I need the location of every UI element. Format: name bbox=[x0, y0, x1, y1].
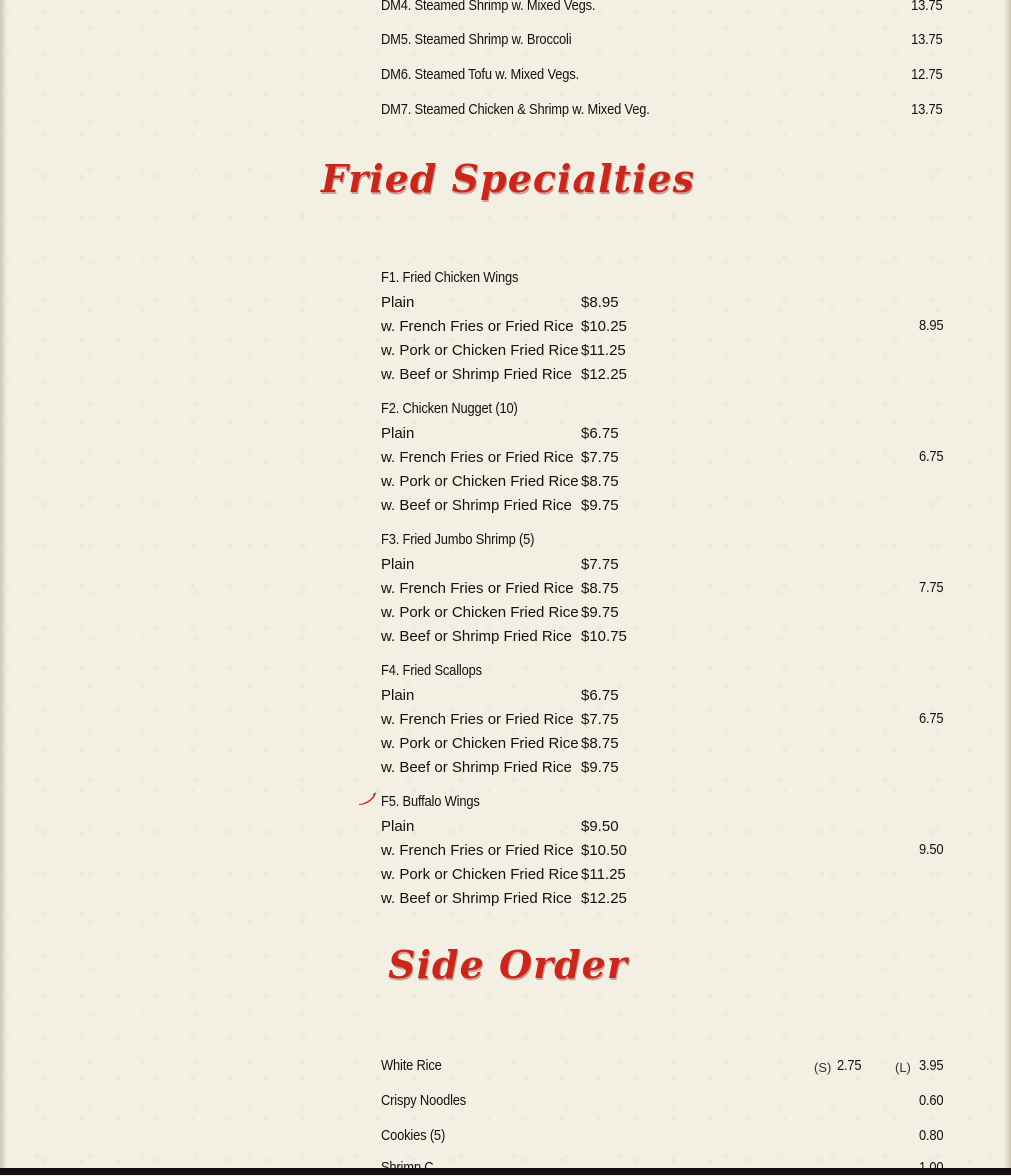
menu-item-price: 13.75 bbox=[911, 31, 943, 48]
option-label: w. French Fries or Fried Rice bbox=[381, 580, 574, 597]
bottom-bar bbox=[0, 1168, 1011, 1175]
option-price: $12.25 bbox=[581, 890, 627, 907]
menu-item-price: 0.60 bbox=[918, 1092, 943, 1109]
menu-item-name: DM4. Steamed Shrimp w. Mixed Vegs. bbox=[381, 0, 596, 14]
option-price: $7.75 bbox=[581, 711, 619, 728]
option-price: $9.50 bbox=[581, 818, 619, 835]
size-tag-small: (S) bbox=[814, 1060, 832, 1075]
option-label: Plain bbox=[381, 687, 415, 704]
option-label: w. French Fries or Fried Rice bbox=[381, 318, 574, 335]
option-label: w. Pork or Chicken Fried Rice bbox=[381, 473, 579, 490]
option-label: w. Beef or Shrimp Fried Rice bbox=[381, 628, 572, 645]
option-label: w. Pork or Chicken Fried Rice bbox=[381, 866, 579, 883]
menu-item-name: DM6. Steamed Tofu w. Mixed Vegs. bbox=[381, 66, 579, 83]
option-label: w. French Fries or Fried Rice bbox=[381, 449, 574, 466]
size-tag-large: (L) bbox=[895, 1060, 911, 1075]
option-label: Plain bbox=[381, 556, 415, 573]
menu-item-price: 3.95 bbox=[918, 1057, 943, 1074]
option-label: w. Pork or Chicken Fried Rice bbox=[381, 342, 579, 359]
menu-item-price: 6.75 bbox=[918, 448, 943, 465]
section-title-side: Side Order bbox=[388, 942, 628, 987]
option-price: $9.75 bbox=[581, 497, 619, 514]
option-label: Plain bbox=[381, 818, 415, 835]
option-price: $10.25 bbox=[581, 318, 627, 335]
option-price: $11.25 bbox=[581, 866, 626, 883]
option-price: $8.95 bbox=[581, 294, 619, 311]
menu-item-name: DM7. Steamed Chicken & Shrimp w. Mixed Veg. bbox=[381, 101, 650, 118]
option-price: $10.50 bbox=[581, 842, 627, 859]
option-label: w. Pork or Chicken Fried Rice bbox=[381, 735, 579, 752]
option-label: w. Pork or Chicken Fried Rice bbox=[381, 604, 579, 621]
menu-item-price: 7.75 bbox=[918, 579, 943, 596]
menu-item-name: Cookies (5) bbox=[381, 1127, 446, 1144]
menu-item-name: White Rice bbox=[381, 1057, 442, 1074]
page-edge-right bbox=[1005, 0, 1011, 1175]
option-label: w. French Fries or Fried Rice bbox=[381, 842, 574, 859]
menu-item-name: F5. Buffalo Wings bbox=[381, 793, 480, 810]
option-price: $8.75 bbox=[581, 473, 619, 490]
option-label: w. Beef or Shrimp Fried Rice bbox=[381, 759, 572, 776]
option-label: w. French Fries or Fried Rice bbox=[381, 711, 574, 728]
menu-item-name: Crispy Noodles bbox=[381, 1092, 467, 1109]
menu-item-price: 0.80 bbox=[918, 1127, 943, 1144]
menu-item-price-small: 2.75 bbox=[836, 1057, 861, 1074]
menu-item-price: 13.75 bbox=[911, 101, 943, 118]
menu-item-name: F4. Fried Scallops bbox=[381, 662, 482, 679]
chili-pepper-icon bbox=[357, 792, 377, 806]
menu-item-name: F1. Fried Chicken Wings bbox=[381, 269, 519, 286]
option-price: $9.75 bbox=[581, 759, 619, 776]
menu-item-price: 8.95 bbox=[918, 317, 943, 334]
menu-item-price: 6.75 bbox=[918, 710, 943, 727]
menu-item-name: F2. Chicken Nugget (10) bbox=[381, 400, 518, 417]
menu-item-name: DM5. Steamed Shrimp w. Broccoli bbox=[381, 31, 572, 48]
option-price: $9.75 bbox=[581, 604, 619, 621]
option-price: $6.75 bbox=[581, 687, 619, 704]
section-title-fried: Fried Specialties bbox=[320, 156, 696, 201]
option-price: $8.75 bbox=[581, 580, 619, 597]
option-price: $6.75 bbox=[581, 425, 619, 442]
option-price: $12.25 bbox=[581, 366, 627, 383]
option-price: $7.75 bbox=[581, 556, 619, 573]
option-price: $7.75 bbox=[581, 449, 619, 466]
option-price: $10.75 bbox=[581, 628, 627, 645]
menu-item-price: 9.50 bbox=[918, 841, 943, 858]
option-label: w. Beef or Shrimp Fried Rice bbox=[381, 366, 572, 383]
option-label: w. Beef or Shrimp Fried Rice bbox=[381, 890, 572, 907]
page-edge-left bbox=[0, 0, 6, 1175]
option-label: Plain bbox=[381, 294, 415, 311]
menu-item-name: F3. Fried Jumbo Shrimp (5) bbox=[381, 531, 535, 548]
option-label: w. Beef or Shrimp Fried Rice bbox=[381, 497, 572, 514]
menu-item-price: 12.75 bbox=[911, 66, 943, 83]
menu-item-price: 13.75 bbox=[911, 0, 943, 14]
option-price: $11.25 bbox=[581, 342, 626, 359]
option-price: $8.75 bbox=[581, 735, 619, 752]
option-label: Plain bbox=[381, 425, 415, 442]
